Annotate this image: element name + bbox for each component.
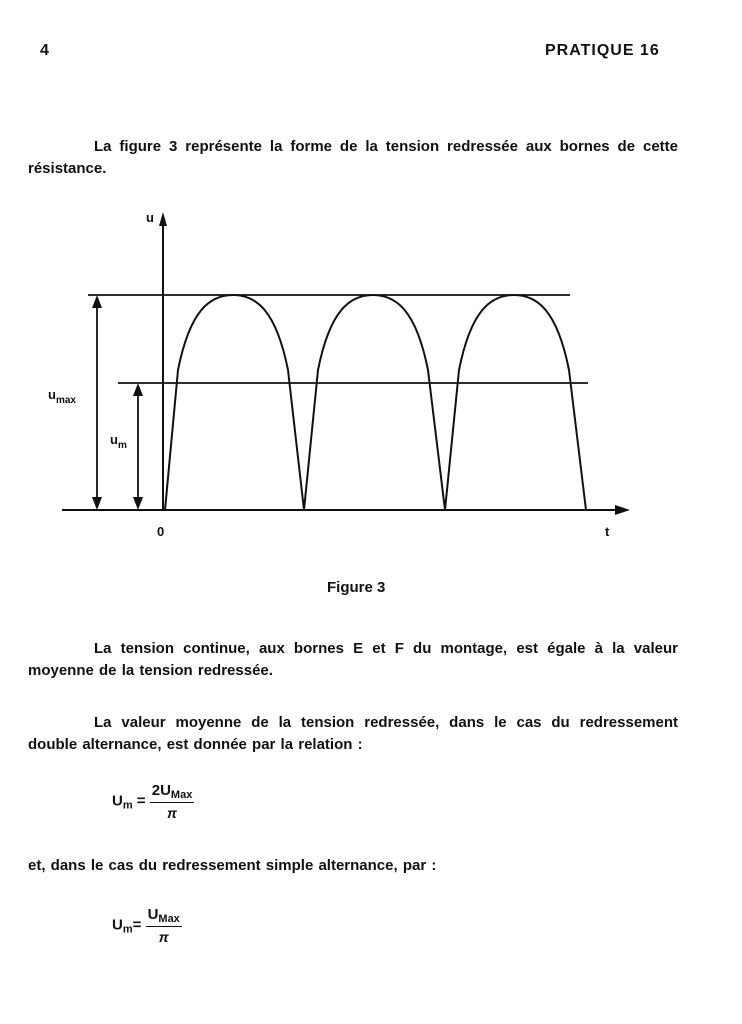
rectified-voltage-figure bbox=[0, 200, 742, 550]
paragraph-mean-value bbox=[28, 712, 678, 756]
paragraph-half-wave: et, dans le cas du redressement simple alternance, par : bbox=[28, 857, 437, 874]
running-title: PRATIQUE 16 bbox=[545, 42, 660, 59]
rectified-waveform bbox=[165, 295, 586, 510]
paragraph-continuous-voltage-text: La tension continue, aux bornes E et F du montage, est égale à la valeur moyenne de la tension redressée. bbox=[28, 640, 678, 679]
um-arrow-top bbox=[133, 383, 143, 396]
paragraph-intro-text: La figure 3 représente la forme de la tension redressée aux bornes de cette résistance. bbox=[28, 138, 678, 177]
umax-label: $u_{max}$ bbox=[48, 387, 76, 406]
um-label: $u_m$ bbox=[110, 432, 127, 451]
formula-half-wave: $U_m=$ $\frac{U_{Max}}{\pi}$ bbox=[112, 906, 180, 945]
y-axis-label: u bbox=[146, 210, 154, 225]
paragraph-intro bbox=[28, 136, 678, 180]
paragraph-continuous-voltage bbox=[28, 638, 678, 682]
fraction: $\frac{U_{Max}}{\pi}$ bbox=[147, 906, 180, 945]
page-number: 4 bbox=[40, 42, 50, 59]
origin-label: 0 bbox=[157, 524, 165, 539]
x-axis-arrow bbox=[615, 505, 630, 515]
y-axis-arrow bbox=[159, 212, 167, 226]
x-axis-label: t bbox=[605, 524, 610, 539]
formula-full-wave: $U_m$ = $\frac{2U_{Max}}{\pi}$ bbox=[112, 782, 193, 821]
figure-caption: Figure 3 bbox=[327, 579, 386, 596]
um-arrow-bottom bbox=[133, 497, 143, 510]
fraction: $\frac{2U_{Max}}{\pi}$ bbox=[151, 782, 193, 821]
paragraph-mean-value-text: La valeur moyenne de la tension redressée, dans le cas du redressement double alternance, est donnée par la relation : bbox=[28, 714, 678, 753]
umax-arrow-bottom bbox=[92, 497, 102, 510]
umax-arrow-top bbox=[92, 295, 102, 308]
